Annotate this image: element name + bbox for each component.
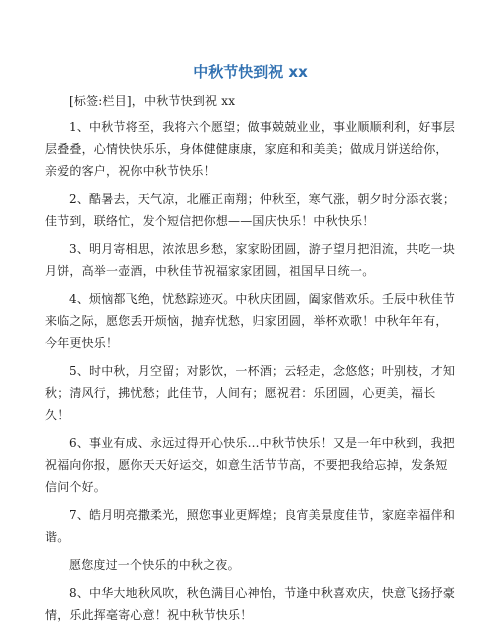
paragraph-3: 3、明月寄相思，浓浓思乡愁，家家盼团圆，游子望月把泪流，共吃一块月饼，高举一壶酒，中秋佳节祝福家家团圆，祖国早日统一。 — [45, 242, 456, 278]
document-title: 中秋节快到祝 xx — [193, 63, 308, 81]
tag-line: [标签:栏目]，中秋节快到祝 xx — [69, 94, 236, 108]
paragraph-2: 2、酷暑去，天气凉，北雁正南翔；仲秋至，寒气涨，朝夕时分添衣裳；佳节到，联络忙，发个短信把你想——国庆快乐！中秋快乐！ — [45, 192, 456, 228]
paragraph-6: 6、事业有成、永远过得开心快乐...中秋节快乐！又是一年中秋到，我把祝福向你报，愿你天天好运交，如意生活节节高，不要把我给忘掉，发条短信问个好。 — [45, 436, 455, 494]
paragraph-7: 7、皓月明亮撒柔光，照您事业更辉煌；良宵美景度佳节，家庭幸福伴和谐。 — [45, 508, 456, 544]
paragraph-4: 4、烦恼都飞绝，忧愁踪迹灭。中秋庆团圆，阖家偕欢乐。壬辰中秋佳节来临之际，愿您丢开烦恼，抛弃忧愁，归家团圆，举杯欢歌！中秋年年有，今年更快乐！ — [45, 292, 456, 350]
paragraph-5: 5、时中秋，月空留；对影饮，一杯酒；云轻走，念悠悠；叶别枝，才知秋；清风行，拂忧愁；此佳节，人间有；愿祝君：乐团圆，心更美，福长久！ — [45, 364, 456, 422]
document-body — [45, 90, 456, 626]
paragraph-wish: 愿您度过一个快乐的中秋之夜。 — [69, 558, 240, 572]
paragraph-1: 1、中秋节将至，我将六个愿望；做事兢兢业业，事业顺顺利利，好事层层叠叠，心情快快乐乐，身体健健康康，家庭和和美美；做成月饼送给你，亲爱的客户，祝你中秋节快乐！ — [45, 120, 456, 178]
paragraph-8: 8、中华大地秋风吹，秋色满目心神怡，节逢中秋喜欢庆，快意飞扬抒豪情，乐此挥毫寄心意！祝中秋节快乐！ — [45, 586, 456, 622]
